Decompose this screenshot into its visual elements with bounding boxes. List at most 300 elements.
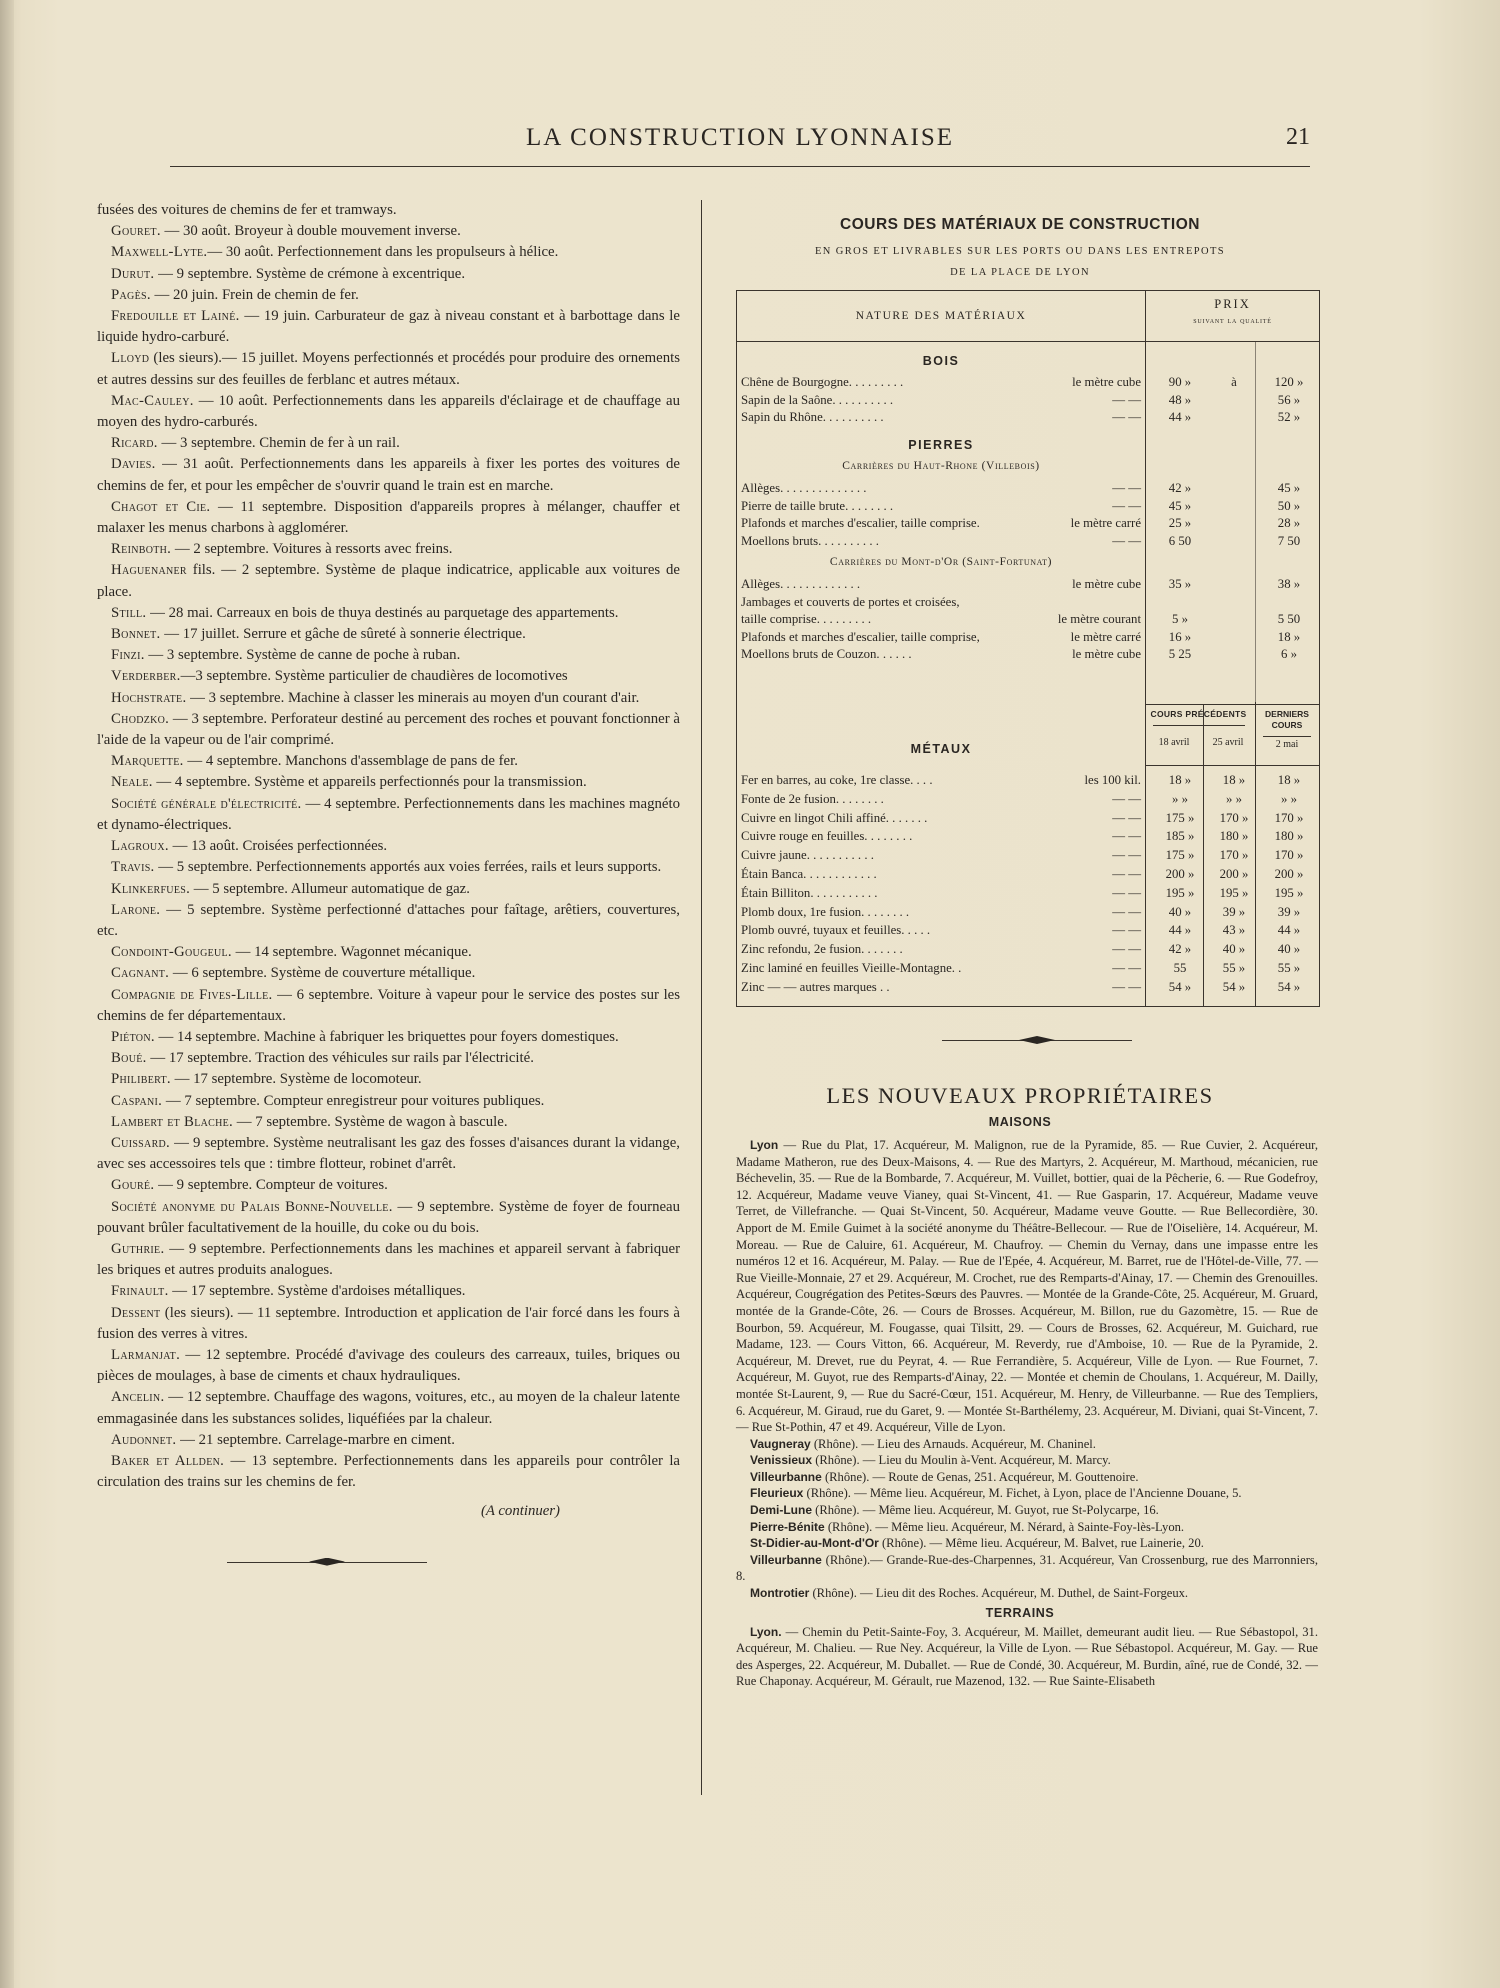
price-2: 39 » — [1222, 904, 1246, 919]
patent-entry — [97, 1345, 680, 1387]
proprietaires-title: LES NOUVEAUX PROPRIÉTAIRES — [826, 1083, 1214, 1108]
price-1: 45 » — [1168, 498, 1192, 513]
owner-entry — [736, 1585, 1318, 1602]
patent-text: — 3 septembre. Machine à classer les minerais au moyen d'un courant d'air. — [186, 689, 640, 706]
table-head-nature: NATURE DES MATÉRIAUX — [855, 310, 1027, 322]
price-3: 28 » — [1277, 516, 1301, 530]
owner-text: (Rhône). — Même lieu. Acquéreur, M. Fichet, à Lyon, place de l'Ancienne Douane, 5. — [803, 1486, 1242, 1501]
patent-text: — 5 septembre. Perfectionnements apportés aux voies ferrées, rails et leurs supports. — [154, 859, 662, 876]
running-head — [170, 120, 1310, 160]
patentee-name: Durut. — [111, 265, 155, 282]
material-unit: — — — [1112, 979, 1141, 994]
patentee-name: Davies. — [111, 456, 156, 473]
price-row — [741, 392, 1311, 408]
patent-text: — 12 septembre. Procédé d'avivage des couleurs des carreaux, tuiles, briques ou pièces de moulages, à base de ciments et chaux hydrauliques. — [97, 1346, 680, 1385]
patent-text: — 20 juin. Frein de chemin de fer. — [150, 286, 359, 303]
price-1: 90 » — [1168, 375, 1192, 389]
material-unit: le mètre courant — [1057, 612, 1141, 626]
patent-text: — 9 septembre. Compteur de voitures. — [154, 1177, 388, 1194]
patent-entry — [97, 1091, 680, 1112]
price-row — [741, 904, 1311, 920]
price-3: 120 » — [1274, 375, 1304, 389]
price-2: » » — [1226, 791, 1242, 806]
owner-entry — [736, 1535, 1318, 1552]
owner-entry — [736, 1137, 1318, 1436]
price-1: 185 » — [1165, 829, 1195, 844]
price-1: 6 50 — [1168, 533, 1192, 548]
material-name: Allèges. . . . . . . . . . . . . — [741, 577, 861, 591]
owner-entry — [736, 1469, 1318, 1486]
header-rule — [170, 166, 1310, 167]
head-derniers-cours: DERNIERS COURS — [1265, 709, 1309, 730]
patent-entry — [97, 794, 680, 836]
patentee-name: Marquette. — [111, 753, 184, 770]
price-3: 45 » — [1277, 481, 1301, 495]
material-name: Chêne de Bourgogne. . . . . . . . . — [741, 375, 904, 389]
price-2: 200 » — [1219, 867, 1249, 881]
metaux-head — [1145, 704, 1319, 766]
price-1: 5 25 — [1168, 647, 1192, 661]
price-3: 7 50 — [1277, 533, 1301, 548]
table-head-prix — [1145, 291, 1319, 341]
price-1: 5 » — [1172, 612, 1188, 626]
patentee-name: Mac-Cauley. — [111, 392, 194, 409]
price-3: 18 » — [1277, 773, 1301, 787]
place-name: Demi-Lune — [750, 1503, 813, 1518]
patent-entry — [97, 200, 680, 221]
price-row — [741, 611, 1311, 627]
section-pierres: PIERRES — [908, 438, 974, 452]
price-1: 16 » — [1168, 629, 1192, 644]
patent-text: (les sieurs). — 11 septembre. Introduction et application de l'air forcé dans les fours à fusion des verres à vitres. — [97, 1304, 680, 1342]
owner-text: (Rhône). — Lieu dit des Roches. Acquéreur, M. Duthel, de Saint-Forgeux. — [809, 1586, 1189, 1601]
head-date-1: 18 avril — [1158, 737, 1190, 748]
material-unit: les 100 kil. — [1084, 773, 1141, 787]
patent-entry — [97, 879, 680, 900]
patent-text: — 11 septembre. Disposition d'appareils propres à mélanger, chauffer et malaxer les menus charbons à agglomérer. — [97, 498, 681, 537]
patent-entry — [97, 497, 680, 539]
price-1: 42 » — [1168, 942, 1192, 957]
price-row — [741, 533, 1311, 549]
patentee-name: Compagnie de Fives-Lille. — [111, 986, 273, 1003]
patent-text: — 30 août. Broyeur à double mouvement inverse. — [160, 223, 461, 240]
material-name: Plafonds et marches d'escalier, taille comprise. — [741, 516, 980, 530]
material-name: Cuivre rouge en feuilles. . . . . . . . — [741, 829, 913, 844]
section-bois: BOIS — [922, 354, 960, 368]
material-unit: — — — [1112, 410, 1141, 424]
patent-entry — [97, 433, 680, 454]
price-row — [741, 409, 1311, 425]
material-unit: — — — [1112, 533, 1141, 548]
place-name: Pierre-Bénite — [750, 1519, 825, 1534]
materials-price-table — [736, 290, 1320, 1007]
price-row — [741, 866, 1311, 882]
place-name: Villeurbanne — [750, 1552, 822, 1567]
patent-text: — 9 septembre. Système neutralisant les gaz des fosses d'aisances durant la vidange, avec ses accessoires tels que : timbre flotteur, robinet d'arrêt. — [97, 1134, 680, 1173]
material-name: Étain Banca. . . . . . . . . . . . — [741, 867, 877, 881]
patent-text: — 12 septembre. Chauffage des wagons, voitures, etc., au moyen de la chaleur latente emmagasinée dans les substances solides, liquéfiées par la chaleur. — [97, 1389, 680, 1427]
price-1: 195 » — [1165, 885, 1195, 900]
head-date-3: 2 mai — [1275, 739, 1299, 750]
subsection-saint-fortunat: Carrières du Mont-d'Or (Saint-Fortunat) — [829, 556, 1053, 568]
patent-text: — 30 août. Perfectionnement dans les propulseurs à hélice. — [207, 244, 559, 261]
price-3: 180 » — [1274, 829, 1304, 844]
place-name: Montrotier — [750, 1586, 810, 1601]
binding-spine — [0, 0, 14, 1988]
material-name: taille comprise. . . . . . . . . — [741, 612, 872, 626]
price-2: 18 » — [1222, 773, 1246, 787]
owner-text: (Rhône). — Route de Genas, 251. Acquéreur, M. Gouttenoire. — [821, 1469, 1139, 1484]
patent-text: — 7 septembre. Compteur enregistreur pour voitures publiques. — [162, 1092, 545, 1109]
patentee-name: Lagroux. — [111, 838, 169, 855]
head-date-2: 25 avril — [1212, 737, 1244, 748]
material-unit: le mètre carré — [1070, 629, 1141, 644]
material-name: Fonte de 2e fusion. . . . . . . . — [741, 791, 884, 806]
patentee-name: Larmanjat. — [111, 1346, 181, 1363]
material-unit: — — — [1112, 942, 1141, 957]
price-1: 42 » — [1168, 481, 1192, 495]
cours-subtitle-place: DE LA PLACE DE LYON — [950, 267, 1090, 278]
patent-text: — 17 septembre. Système d'ardoises métalliques. — [168, 1283, 466, 1300]
patent-entry — [97, 348, 680, 390]
patent-text: — 5 septembre. Système perfectionné d'attaches pour faîtage, arêtiers, couvertures, etc. — [97, 901, 680, 939]
material-name: Plafonds et marches d'escalier, taille comprise, — [741, 629, 980, 644]
section-metaux: MÉTAUX — [910, 742, 972, 756]
price-row — [741, 828, 1311, 844]
price-3: 200 » — [1274, 867, 1304, 881]
price-row — [741, 594, 1311, 610]
material-unit: — — — [1112, 848, 1141, 863]
owner-entry — [736, 1436, 1318, 1453]
patentee-name: Bonnet. — [111, 626, 161, 643]
price-row — [741, 941, 1311, 957]
patentee-name: Ricard. — [111, 435, 158, 452]
patentee-name: Dessent — [111, 1304, 161, 1321]
owner-text: (Rhône). — Même lieu. Acquéreur, M. Balvet, rue Lainerie, 20. — [878, 1536, 1204, 1551]
price-3: » » — [1281, 791, 1297, 806]
patent-entry — [97, 1239, 680, 1281]
material-unit: — — — [1112, 885, 1141, 900]
patent-entry — [97, 900, 680, 942]
price-2: 195 » — [1219, 885, 1249, 900]
patent-text: — 4 septembre. Manchons d'assemblage de pans de fer. — [183, 753, 518, 770]
material-unit: — — — [1112, 829, 1141, 844]
patent-text: — 4 septembre. Système et appareils perfectionnés pour la transmission. — [152, 774, 587, 791]
patent-text: (les sieurs).— 15 juillet. Moyens perfectionnés et procédés pour produire des ornements et autres dessins sur des feuilles de ferblanc et autres métaux. — [97, 350, 680, 388]
table-body — [737, 341, 1319, 1006]
patent-text: — 5 septembre. Allumeur automatique de gaz. — [190, 880, 470, 897]
patentee-name: Cuissard. — [111, 1134, 171, 1151]
patent-entry — [97, 1451, 680, 1493]
patent-text: — 2 septembre. Voitures à ressorts avec freins. — [171, 541, 453, 558]
price-2: 170 » — [1219, 848, 1249, 863]
price-row — [741, 791, 1311, 807]
patent-entry — [97, 264, 680, 285]
price-row — [741, 772, 1311, 788]
patentee-name: Lloyd — [111, 350, 150, 367]
material-name: Zinc — — autres marques . . — [741, 979, 890, 994]
material-unit: le mètre cube — [1072, 577, 1141, 591]
patent-text: — 17 juillet. Serrure et gâche de sûreté à sonnerie électrique. — [160, 626, 526, 643]
price-1: 175 » — [1165, 810, 1195, 825]
patent-entry — [97, 836, 680, 857]
price-1: 175 » — [1165, 848, 1195, 863]
material-name: Fer en barres, au coke, 1re classe. . . . — [741, 773, 933, 787]
place-name: Fleurieux — [750, 1486, 804, 1501]
patent-entry — [97, 645, 680, 666]
owner-entry — [736, 1519, 1318, 1536]
owner-text: (Rhône). — Même lieu. Acquéreur, M. Nérard, à Sainte-Foy-lès-Lyon. — [824, 1519, 1185, 1534]
place-name: Vaugneray — [750, 1436, 811, 1451]
material-unit: — — — [1112, 791, 1141, 806]
patentee-name: Ancelin. — [111, 1389, 165, 1406]
material-name: Moellons bruts de Couzon. . . . . . — [741, 647, 912, 661]
price-2: 55 » — [1222, 961, 1246, 975]
patent-text: — 9 septembre. Système de foyer de fourneau pouvant brûler facultativement de la houille, du coke ou du bois. — [97, 1198, 681, 1236]
patent-entry — [97, 306, 680, 348]
patentee-name: Baker et Allden. — [111, 1452, 225, 1469]
price-2: à — [1231, 375, 1237, 389]
material-name: Sapin de la Saône. . . . . . . . . . — [741, 392, 894, 407]
price-1: 44 » — [1168, 410, 1192, 424]
patent-text: — 13 août. Croisées perfectionnées. — [168, 838, 388, 855]
patentee-name: Société anonyme du Palais Bonne-Nouvelle. — [111, 1198, 393, 1215]
price-row — [741, 629, 1311, 645]
patentee-name: Klinkerfues. — [111, 880, 191, 897]
patentee-name: Lambert et Blache. — [111, 1113, 234, 1130]
material-unit: — — — [1112, 923, 1141, 938]
patentee-name: Audonnet. — [111, 1431, 177, 1448]
patentee-name: Caspani. — [111, 1092, 163, 1109]
material-unit: — — — [1112, 961, 1141, 975]
material-name: Zinc laminé en feuilles Vieille-Montagne. . — [741, 961, 962, 975]
patent-entry — [97, 560, 680, 602]
vertical-rule — [1203, 704, 1204, 764]
patentee-name: Fredouille et Lainé. — [111, 308, 240, 325]
terrains-heading: TERRAINS — [985, 1605, 1055, 1620]
patent-entry — [97, 1112, 680, 1133]
patent-entry — [97, 688, 680, 709]
head-prix: PRIX — [1214, 297, 1251, 311]
patent-text: — 31 août. Perfectionnements dans les appareils à fixer les portes des voitures de chemins de fer, et pour les empêcher de s'ouvrir quand le train est en marche. — [97, 456, 680, 494]
owner-text: (Rhône). — Même lieu. Acquéreur, M. Guyot, rue St-Polycarpe, 16. — [812, 1503, 1159, 1518]
head-qualite: suivant la qualité — [1193, 315, 1272, 325]
patentee-name: Condoint-Gougeul. — [111, 944, 232, 961]
price-1: 200 » — [1165, 867, 1195, 881]
material-name: Cuivre jaune. . . . . . . . . . . — [741, 848, 874, 863]
price-3: 55 » — [1277, 961, 1301, 975]
place-name: Venissieux — [750, 1453, 813, 1468]
price-row — [741, 646, 1311, 662]
patent-text: — 21 septembre. Carrelage-marbre en ciment. — [176, 1431, 455, 1448]
price-row — [741, 979, 1311, 995]
right-column — [720, 200, 1320, 1690]
cours-title: COURS DES MATÉRIAUX DE CONSTRUCTION — [840, 216, 1200, 233]
patent-entry — [97, 772, 680, 793]
price-1: 35 » — [1168, 577, 1192, 591]
material-name: Étain Billiton. . . . . . . . . . . — [741, 885, 878, 900]
patent-text: fusées des voitures de chemins de fer et tramways. — [97, 202, 397, 218]
patent-entry — [97, 942, 680, 963]
running-title: LA CONSTRUCTION LYONNAISE — [525, 124, 955, 151]
patent-entry — [97, 1281, 680, 1302]
price-2: 180 » — [1219, 829, 1249, 844]
price-row — [741, 885, 1311, 901]
patent-text: — 6 septembre. Voiture à vapeur pour le service des postes sur les chemins de fer départementaux. — [97, 986, 681, 1024]
patent-entry — [97, 242, 680, 263]
patent-entry — [97, 963, 680, 984]
material-name: Moellons bruts. . . . . . . . . . — [741, 533, 879, 548]
patent-text: — 28 mai. Carreaux en bois de thuya destinés au parquetage des appartements. — [146, 604, 619, 621]
price-row — [741, 922, 1311, 938]
price-1: 44 » — [1168, 923, 1192, 938]
patent-entry — [97, 1387, 680, 1429]
patent-text: — 19 juin. Carburateur de gaz à niveau constant et à barbottage dans le liquide hydro-carburé. — [97, 308, 680, 346]
patentee-name: Piéton. — [111, 1028, 155, 1045]
patent-entry — [97, 1197, 680, 1239]
patentee-name: Guthrie. — [111, 1240, 165, 1257]
price-1: 18 » — [1168, 773, 1192, 787]
patent-entry — [97, 857, 680, 878]
price-row — [741, 515, 1311, 531]
patentee-name: Still. — [111, 604, 147, 621]
price-1: » » — [1172, 791, 1188, 806]
price-1: 25 » — [1168, 516, 1192, 530]
price-3: 195 » — [1274, 885, 1304, 900]
price-3: 170 » — [1274, 810, 1304, 825]
brace-rule — [1153, 725, 1245, 726]
price-2: 40 » — [1222, 942, 1246, 957]
owner-text: (Rhône). — Lieu du Moulin à-Vent. Acquéreur, M. Marcy. — [812, 1453, 1111, 1468]
owner-text: (Rhône). — Lieu des Arnauds. Acquéreur, M. Chaninel. — [810, 1436, 1096, 1451]
patent-text: — 13 septembre. Perfectionnements dans les appareils pour contrôler la circulation des trains sur les chemins de fer. — [97, 1452, 680, 1491]
patentee-name: Gouret. — [111, 223, 161, 240]
price-2: 54 » — [1222, 979, 1246, 994]
maisons-heading: MAISONS — [988, 1115, 1052, 1129]
patentee-name: Haguenaner — [111, 562, 187, 579]
price-3: 44 » — [1277, 923, 1301, 938]
owner-entry — [736, 1502, 1318, 1519]
owner-entry — [736, 1485, 1318, 1502]
patentee-name: Reinboth. — [111, 541, 172, 558]
price-row — [741, 498, 1311, 514]
patent-entry — [97, 539, 680, 560]
material-unit: — — — [1112, 810, 1141, 825]
patentee-name: Finzi. — [111, 647, 145, 664]
price-1: 40 » — [1168, 904, 1192, 919]
patentee-name: Verderber. — [111, 668, 181, 685]
patentee-name: Chagot et Cie. — [111, 498, 211, 515]
patent-entry — [97, 666, 680, 687]
continue-note: (A continuer) — [480, 1503, 560, 1520]
price-3: 52 » — [1277, 410, 1301, 424]
price-3: 170 » — [1274, 848, 1304, 863]
price-3: 40 » — [1277, 942, 1301, 957]
price-2: 43 » — [1222, 923, 1246, 938]
patent-entry — [97, 391, 680, 433]
patent-entry — [97, 751, 680, 772]
place-name: Lyon. — [750, 1624, 782, 1639]
material-name: Sapin du Rhône. . . . . . . . . . — [741, 410, 884, 424]
material-name: Pierre de taille brute. . . . . . . . — [741, 498, 894, 513]
material-unit: — — — [1112, 392, 1141, 407]
owner-text: (Rhône).— Grande-Rue-des-Charpennes, 31. Acquéreur, Van Crossenburg, rue des Marronniers, 8. — [736, 1552, 1318, 1584]
material-unit: — — — [1112, 867, 1141, 881]
patents-column — [97, 200, 680, 1569]
owner-entry — [736, 1624, 1318, 1690]
patent-entry — [97, 1430, 680, 1451]
section-ornament — [942, 1035, 1132, 1047]
patent-entry — [97, 603, 680, 624]
subsection-villebois: Carrières du Haut-Rhone (Villebois) — [842, 460, 1040, 472]
material-name: Allèges. . . . . . . . . . . . . . — [741, 481, 867, 495]
patent-list — [97, 200, 680, 1493]
owner-entry — [736, 1552, 1318, 1585]
column-divider — [701, 200, 702, 1795]
patent-text: —3 septembre. Système particulier de chaudières de locomotives — [180, 668, 568, 685]
date-rule — [1263, 736, 1311, 737]
patent-text: — 9 septembre. Perfectionnements dans les machines et appareil servant à fabriquer les briques et autres produits analogues. — [97, 1240, 680, 1279]
patent-text: — 3 septembre. Chemin de fer à un rail. — [157, 435, 400, 452]
material-unit: — — — [1112, 481, 1141, 495]
cours-subtitle: EN GROS ET LIVRABLES SUR LES PORTS OU DANS LES ENTREPOTS — [814, 246, 1226, 257]
end-ornament — [227, 1557, 427, 1569]
place-name: Villeurbanne — [750, 1469, 822, 1484]
patent-text: — 14 septembre. Wagonnet mécanique. — [231, 944, 472, 961]
material-name: Jambages et couverts de portes et croisées, — [741, 594, 960, 609]
patent-text: — 3 septembre. Perforateur destiné au percement des roches et pouvant fonctionner à l'aide de la vapeur ou de l'air comprimé. — [97, 710, 680, 749]
patentee-name: Neale. — [111, 774, 153, 791]
patentee-name: Frinault. — [111, 1283, 169, 1300]
patent-entry — [97, 1069, 680, 1090]
patent-entry — [97, 1048, 680, 1069]
material-name: Cuivre en lingot Chili affiné. . . . . . . — [741, 810, 928, 825]
patentee-name: Hochstrate. — [111, 689, 187, 706]
patentee-name: Gouré. — [111, 1177, 155, 1194]
owner-entry — [736, 1452, 1318, 1469]
patentee-name: Cagnant. — [111, 965, 170, 982]
price-row — [741, 847, 1311, 863]
patentee-name: Maxwell-Lyte. — [111, 244, 208, 261]
patent-text: fils. — 2 septembre. Système de plaque indicatrice, applicable aux voitures de place. — [97, 562, 680, 600]
price-3: 50 » — [1277, 498, 1301, 513]
owner-text: — Rue du Plat, 17. Acquéreur, M. Malignon, rue de la Pyramide, 85. — Rue Cuvier, 2. Acquéreur, Madame Matheron, rue des Deux-Maisons, 4. — Rue des Martyrs, 2. Acquéreur, M. Marthoud, mécanicien, rue Béchevelin, 35. — Rue de la Bombarde, 7. Acquéreur, M. Vuillet, bottier, quai de la Pêcherie, 6. — Rue Godefroy, 12. Acquéreur, Madame veuve Vianey, quai St-Vincent, 41. — Rue Gasparin, 17. Acquéreur, Madame veuve Terret, de Villefranche. — Quai St-Vincent, 50. Acquéreur, Madame veuve Goutte. — Rue Bellecordière, 30. Apport de M. Emile Guimet à la société anonyme du Théâtre-Bellecour. — Rue de l'Oiselière, 14. Acquéreur, M. Moreau. — Rue de Caluire, 61. Acquéreur, M. Chaufroy. — Chemin du Vernay, dans une impasse entre les numéros 12 et 16. Acquéreur, M. Palay. — Rue de l'Epée, 4. Acquéreur, M. Barret, rue de l'Hôtel-de-Ville, 77. — Rue Vieille-Monnaie, 27 et 29. Acquéreur, M. Crochet, rue des Remparts-d'Ainay, 17. — Chemin des Grenouilles. Acquéreur, Cougrégation des Petites-Sœurs des Pauvres. — Montée de la Grande-Côte, 25. Acquéreur, M. Gruard, montée de la Grande-Côte, 26. — Cours de Brosses. Acquéreur, M. Billon, rue du Gazomètre, 15. — Rue de Bourbon, 59. Acquéreur, M. Fougasse, quai Tilsitt, 29. — Cours de Brosses, 62. Acquéreur, M. Guichard, rue Madame, 123. — Cours Vitton, 66. Acquéreur, M. Reverdy, rue d'Amboise, 10. — Rue de la Pyramide, 2. Acquéreur, M. Drevet, rue du Peyrat, 4. — Rue Ferrandière, 5. Acquéreur, Ville de Lyon. — Rue Fournet, 7. Acquéreur, M. Guyot, rue des Remparts-d'Ainay, 22. — Montée et chemin de Choulans, 1. Acquéreur, M. Dailly, montée St-Laurent, 9, — Rue du Sacré-Cœur, 151. Acquéreur, M. Henry, de Villeurbanne. — Rue des Templiers, 6. Acquéreur, M. Giraud, rue du Garet, 9. — Montée St-Barthélemy, 23. Acquéreur, M. Diviani, quai St-Vincent, 7. — Rue St-Pothin, 47 et 49. Acquéreur, Ville de Lyon. — [736, 1138, 1318, 1435]
patent-entry — [97, 285, 680, 306]
patent-entry — [97, 1303, 680, 1345]
price-row — [741, 480, 1311, 496]
price-1: 48 » — [1168, 392, 1192, 407]
patent-entry — [97, 454, 680, 496]
material-name: Zinc refondu, 2e fusion. . . . . . . — [741, 942, 903, 957]
price-3: 18 » — [1277, 629, 1301, 644]
price-row — [741, 576, 1311, 592]
patent-text: — 17 septembre. Traction des véhicules sur rails par l'électricité. — [146, 1050, 534, 1067]
patentee-name: Société générale d'électricité. — [111, 795, 302, 812]
place-name: St-Didier-au-Mont-d'Or — [750, 1536, 879, 1551]
price-2: 170 » — [1219, 810, 1249, 825]
patent-entry — [97, 1175, 680, 1196]
patentee-name: Travis. — [111, 859, 155, 876]
patent-text: — 9 septembre. Système de crémone à excentrique. — [154, 265, 466, 282]
patentee-name: Boué. — [111, 1050, 147, 1067]
patent-text: — 7 septembre. Système de wagon à bascule. — [233, 1113, 508, 1130]
patentee-name: Philibert. — [111, 1071, 171, 1088]
price-row — [741, 374, 1311, 390]
patent-entry — [97, 1027, 680, 1048]
material-unit: — — — [1112, 904, 1141, 919]
price-3: 39 » — [1277, 904, 1301, 919]
patent-text: — 14 septembre. Machine à fabriquer les briquettes pour foyers domestiques. — [154, 1028, 619, 1045]
